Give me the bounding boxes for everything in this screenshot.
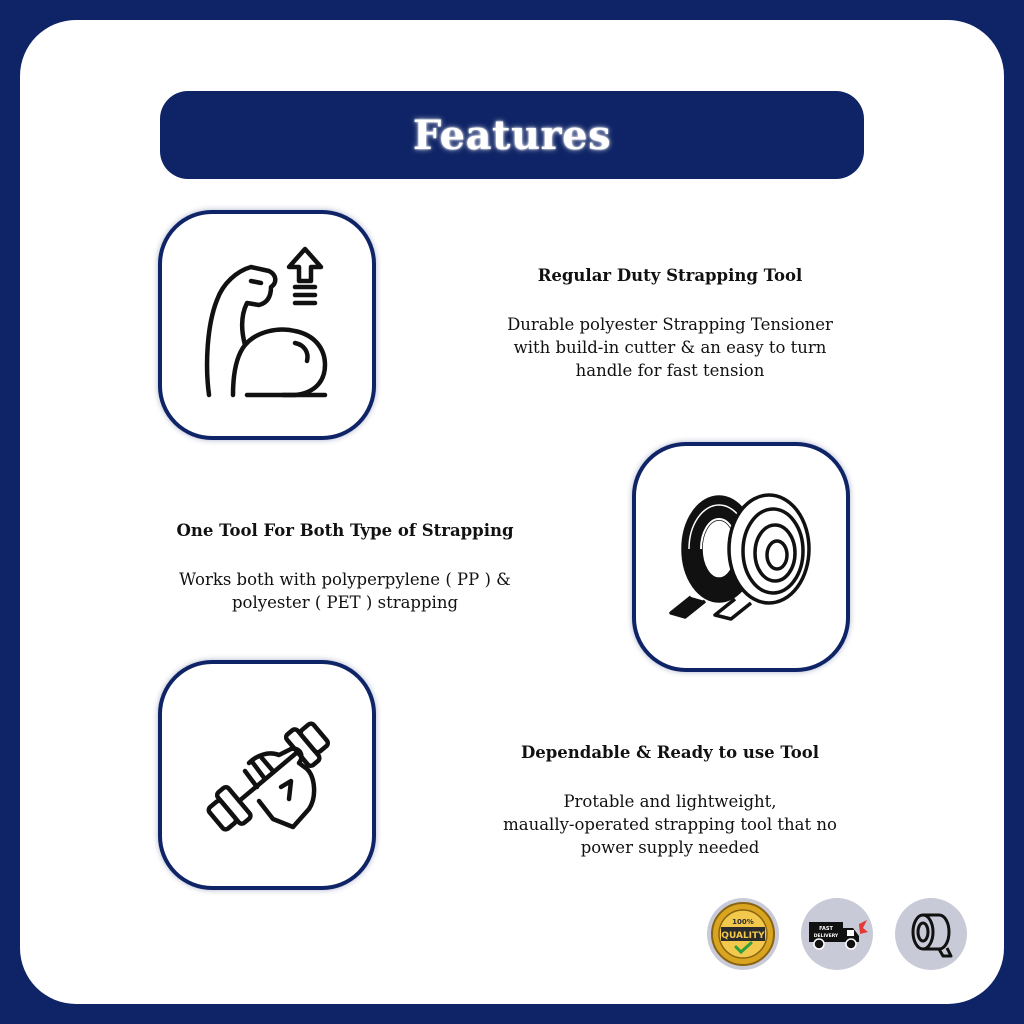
strap-rolls-icon bbox=[661, 487, 821, 627]
icon-box-strength bbox=[158, 210, 376, 440]
description-line: with build-in cutter & an easy to turn bbox=[513, 338, 827, 357]
description-line: Protable and lightweight, bbox=[563, 792, 777, 811]
feature-title: One Tool For Both Type of Strapping bbox=[176, 521, 514, 540]
description-line: maually-operated strapping tool that no bbox=[503, 815, 837, 834]
feature-dependable bbox=[470, 743, 870, 859]
hand-holding-dumbbell-icon bbox=[197, 705, 337, 845]
feature-both-strapping bbox=[145, 521, 545, 614]
icon-box-rolls bbox=[632, 442, 850, 672]
quality-badge bbox=[707, 898, 779, 970]
tape-badge bbox=[895, 898, 967, 970]
page-title: Features bbox=[412, 111, 612, 159]
fast-delivery-truck-icon bbox=[805, 914, 869, 954]
description-line: handle for fast tension bbox=[575, 361, 765, 380]
feature-description bbox=[145, 568, 545, 614]
feature-description bbox=[470, 790, 870, 859]
quality-seal-icon bbox=[710, 901, 776, 967]
description-line: Durable polyester Strapping Tensioner bbox=[507, 315, 833, 334]
quality-main-text: QUALITY bbox=[721, 931, 765, 941]
tape-roll-icon bbox=[907, 910, 955, 958]
feature-title: Dependable & Ready to use Tool bbox=[520, 743, 820, 762]
features-banner bbox=[160, 91, 864, 179]
description-line: power supply needed bbox=[580, 838, 760, 857]
delivery-line2: DELIVERY bbox=[813, 934, 839, 939]
feature-description bbox=[470, 313, 870, 382]
feature-regular-duty bbox=[470, 266, 870, 382]
icon-box-dumbbell bbox=[158, 660, 376, 890]
flexed-arm-strength-icon bbox=[187, 245, 347, 405]
quality-top-text: 100% bbox=[732, 918, 754, 926]
delivery-line1: FAST bbox=[819, 926, 833, 932]
feature-title: Regular Duty Strapping Tool bbox=[537, 266, 803, 285]
delivery-badge bbox=[801, 898, 873, 970]
description-line: Works both with polyperpylene ( PP ) & bbox=[179, 570, 511, 589]
description-line: polyester ( PET ) strapping bbox=[231, 593, 459, 612]
